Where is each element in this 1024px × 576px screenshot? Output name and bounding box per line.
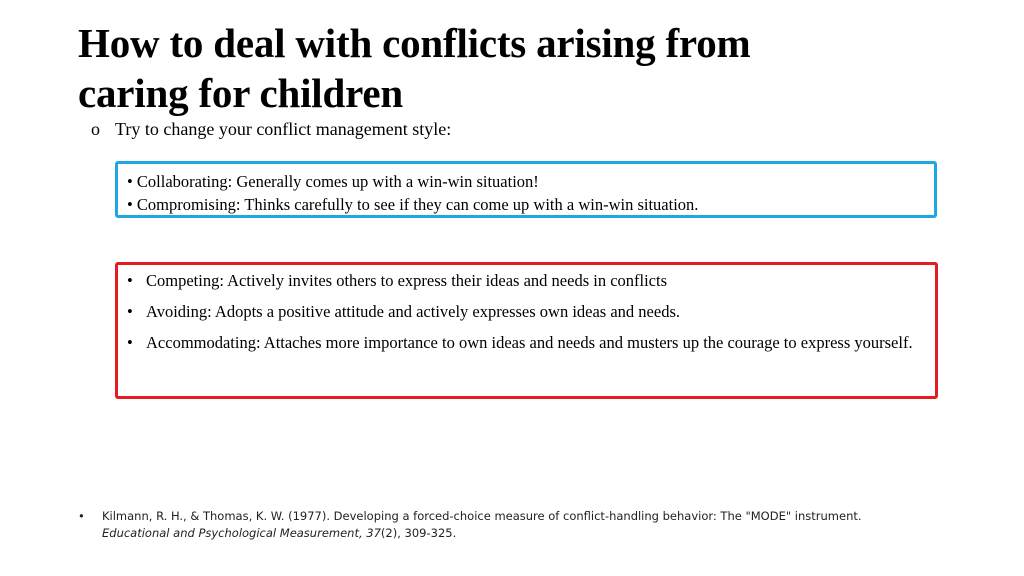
slide-title bbox=[78, 18, 978, 118]
list-item-avoiding bbox=[127, 301, 915, 322]
list-item-text: Avoiding: Adopts a positive attitude and actively expresses own ideas and needs. bbox=[146, 302, 680, 321]
list-item-text: Compromising: Thinks carefully to see if they can come up with a win-win situation. bbox=[136, 195, 699, 214]
bullet-icon: • bbox=[127, 271, 133, 290]
reference-footnote bbox=[78, 508, 978, 542]
list-item-competing bbox=[127, 270, 915, 291]
subpoint-text: Try to change your conflict management style: bbox=[115, 119, 452, 139]
list-item-collaborating bbox=[127, 170, 934, 193]
subpoint bbox=[91, 118, 451, 140]
collaborating-compromising-box bbox=[115, 161, 937, 218]
circle-bullet-icon: o bbox=[91, 119, 100, 139]
bullet-icon: • bbox=[127, 172, 133, 191]
bullet-icon: • bbox=[127, 302, 133, 321]
reference-line-1: Kilmann, R. H., & Thomas, K. W. (1977). Developing a forced-choice measure of conflict-handling behavior: The "MODE" instrument. bbox=[102, 509, 862, 523]
list-item-compromising bbox=[127, 193, 934, 216]
bullet-icon: • bbox=[127, 195, 133, 214]
bullet-icon: • bbox=[127, 333, 133, 352]
slide-title-line-1: How to deal with conflicts arising from bbox=[78, 20, 751, 66]
list-item-accommodating bbox=[127, 332, 915, 353]
list-item-text: Competing: Actively invites others to express their ideas and needs in conflicts bbox=[146, 271, 668, 290]
bullet-icon: • bbox=[78, 509, 85, 523]
reference-line-2 bbox=[102, 525, 978, 542]
slide-title-line-2: caring for children bbox=[78, 70, 403, 116]
reference-text bbox=[102, 508, 978, 542]
list-item-text: Accommodating: Attaches more importance to own ideas and needs and musters up the courage to express yourself. bbox=[146, 333, 913, 352]
list-item-text: Collaborating: Generally comes up with a win-win situation! bbox=[136, 172, 539, 191]
issue-pages: (2), 309-325. bbox=[380, 526, 457, 540]
journal-name: Educational and Psychological Measurement, 37 bbox=[102, 526, 381, 540]
competing-avoiding-accommodating-box bbox=[115, 262, 938, 399]
